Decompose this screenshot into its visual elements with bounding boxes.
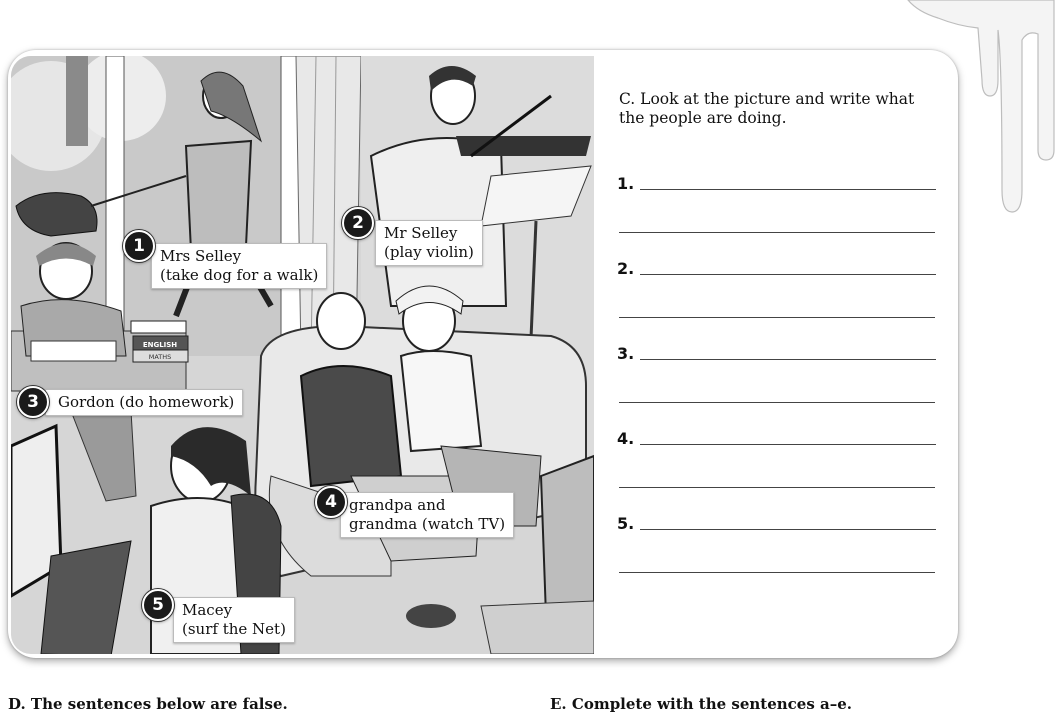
book-english-label: ENGLISH — [142, 341, 178, 349]
label-5-line1: Macey — [182, 601, 233, 619]
answer-1-number: 1. — [617, 174, 635, 193]
label-gordon — [45, 389, 243, 416]
answer-3-line-b[interactable] — [619, 402, 935, 403]
label-3-line1: Gordon (do homework) — [58, 393, 235, 411]
badge-1: 1 — [123, 230, 155, 262]
label-4-line1: grandpa and — [349, 496, 446, 514]
exercise-c-instruction: C. Look at the picture and write what the people are doing. — [619, 90, 915, 127]
answer-5-number: 5. — [617, 514, 635, 533]
scene-drawing — [11, 56, 594, 654]
label-2-line1: Mr Selley — [384, 224, 458, 242]
badge-2: 2 — [342, 207, 374, 239]
label-1-line2: (take dog for a walk) — [160, 266, 319, 284]
answer-2-line-b[interactable] — [619, 317, 935, 318]
book-maths-label: MATHS — [148, 353, 172, 361]
label-grandparents — [340, 492, 514, 538]
badge-4: 4 — [315, 486, 347, 518]
answer-4-line-b[interactable] — [619, 487, 935, 488]
family-living-room-illustration — [11, 56, 594, 654]
label-2-line2: (play violin) — [384, 243, 474, 261]
label-1-line1: Mrs Selley — [160, 247, 242, 265]
label-mrs-selley — [151, 243, 327, 289]
answer-3-line-a[interactable] — [640, 359, 936, 360]
answer-1-line-a[interactable] — [640, 189, 936, 190]
answer-2-line-a[interactable] — [640, 274, 936, 275]
badge-5: 5 — [142, 589, 174, 621]
answer-5-line-a[interactable] — [640, 529, 936, 530]
answer-1-line-b[interactable] — [619, 232, 935, 233]
answer-4-line-a[interactable] — [640, 444, 936, 445]
exercise-e-heading: E. Complete with the sentences a–e. — [550, 695, 852, 713]
label-macey — [173, 597, 295, 643]
answer-4-number: 4. — [617, 429, 635, 448]
label-4-line2: grandma (watch TV) — [349, 515, 506, 533]
answer-3-number: 3. — [617, 344, 635, 363]
answer-2-number: 2. — [617, 259, 635, 278]
answer-5-line-b[interactable] — [619, 572, 935, 573]
badge-3: 3 — [17, 386, 49, 418]
label-5-line2: (surf the Net) — [182, 620, 286, 638]
label-mr-selley — [375, 220, 483, 266]
exercise-d-heading: D. The sentences below are false. — [8, 695, 288, 713]
